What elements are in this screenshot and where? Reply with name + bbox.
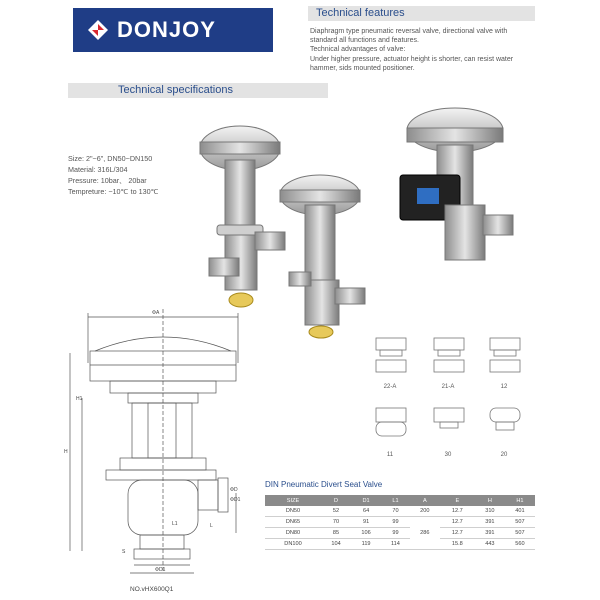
col-header: D	[321, 495, 351, 506]
variant-label: 21-A	[441, 384, 455, 390]
cell: 391	[475, 528, 505, 539]
variant-label: 30	[444, 452, 452, 458]
spec-table	[265, 495, 535, 550]
cell: 507	[505, 517, 535, 528]
cell: 12.7	[440, 528, 475, 539]
cell: 104	[321, 539, 351, 550]
spec-temperature: Tempreture: −10℃ to 130℃	[68, 187, 159, 196]
cell: 114	[381, 539, 410, 550]
cell: 52	[321, 506, 351, 517]
features-line: Diaphragm type pneumatic reversal valve, directional valve with	[310, 28, 508, 35]
features-line: Under higher pressure, actuator height is shorter, can resist water	[310, 55, 514, 63]
cell: 310	[475, 506, 505, 517]
features-heading: Technical features	[308, 6, 535, 21]
features-body	[310, 27, 535, 73]
cell: 99	[381, 517, 410, 528]
features-line: standard all functions and features.	[310, 37, 419, 45]
features-line: hammer, sids mounted positioner.	[310, 64, 415, 72]
dim-l: L	[210, 523, 213, 529]
valve-photo-3	[400, 108, 513, 260]
col-header: H1	[505, 495, 535, 506]
cell: 99	[381, 528, 410, 539]
col-header: D1	[351, 495, 381, 506]
cell: 15.8	[440, 539, 475, 550]
valve-photo-1	[200, 126, 285, 307]
cell: 200	[410, 506, 440, 517]
cell: 401	[505, 506, 535, 517]
dim-h1: H1	[76, 396, 83, 402]
spec-pressure: Pressure: 10bar、 20bar	[68, 176, 147, 185]
model-number: NO.vHX600Q1	[130, 586, 174, 593]
cell: 91	[351, 517, 381, 528]
table-title: DIN Pneumatic Divert Seat Valve	[265, 480, 383, 489]
cell: 85	[321, 528, 351, 539]
dim-d: ΦD	[230, 487, 238, 493]
specs-heading: Technical specifications	[68, 83, 328, 98]
col-header: E	[440, 495, 475, 506]
specs-body	[68, 153, 198, 197]
table-header-row	[265, 495, 535, 506]
table-row	[265, 506, 535, 517]
variant-label: 12	[500, 384, 508, 390]
spec-size: Size: 2"~6", DN50~DN150	[68, 154, 153, 163]
cell: 443	[475, 539, 505, 550]
logo-text: DONJOY	[117, 17, 216, 42]
cell: 12.7	[440, 506, 475, 517]
dim-a: ΦA	[152, 310, 160, 316]
variant-grid	[370, 330, 540, 470]
table-row	[265, 517, 535, 528]
col-header: SIZE	[265, 495, 321, 506]
cell: 12.7	[440, 517, 475, 528]
col-header: A	[410, 495, 440, 506]
dim-d1-bottom: ΦD1	[155, 567, 166, 573]
cell: 119	[351, 539, 381, 550]
col-header: H	[475, 495, 505, 506]
cell: 391	[475, 517, 505, 528]
variant-label: 20	[500, 452, 508, 458]
cell: 70	[381, 506, 410, 517]
cell: DN80	[265, 528, 321, 539]
dim-d1: ΦD1	[230, 497, 241, 503]
table-row	[265, 528, 535, 539]
features-line: Technical advantages of valve:	[310, 46, 406, 54]
spec-material: Material: 316L/304	[68, 165, 128, 174]
cell: 507	[505, 528, 535, 539]
cell: DN65	[265, 517, 321, 528]
technical-drawing	[60, 303, 270, 593]
cell-merged: 286	[410, 517, 440, 550]
dim-l1: L1	[172, 521, 178, 527]
cell: 70	[321, 517, 351, 528]
cell: DN100	[265, 539, 321, 550]
variant-label: 22-A	[383, 384, 397, 390]
dim-s: S	[122, 549, 126, 555]
cell: 106	[351, 528, 381, 539]
logo-mark-icon	[87, 19, 109, 41]
cell: 560	[505, 539, 535, 550]
cell: 64	[351, 506, 381, 517]
table-row	[265, 539, 535, 550]
dim-h: H	[64, 449, 68, 455]
col-header: L1	[381, 495, 410, 506]
cell: DN50	[265, 506, 321, 517]
variant-label: 11	[386, 452, 394, 458]
brand-logo	[73, 8, 273, 52]
valve-photo-2	[280, 175, 365, 338]
